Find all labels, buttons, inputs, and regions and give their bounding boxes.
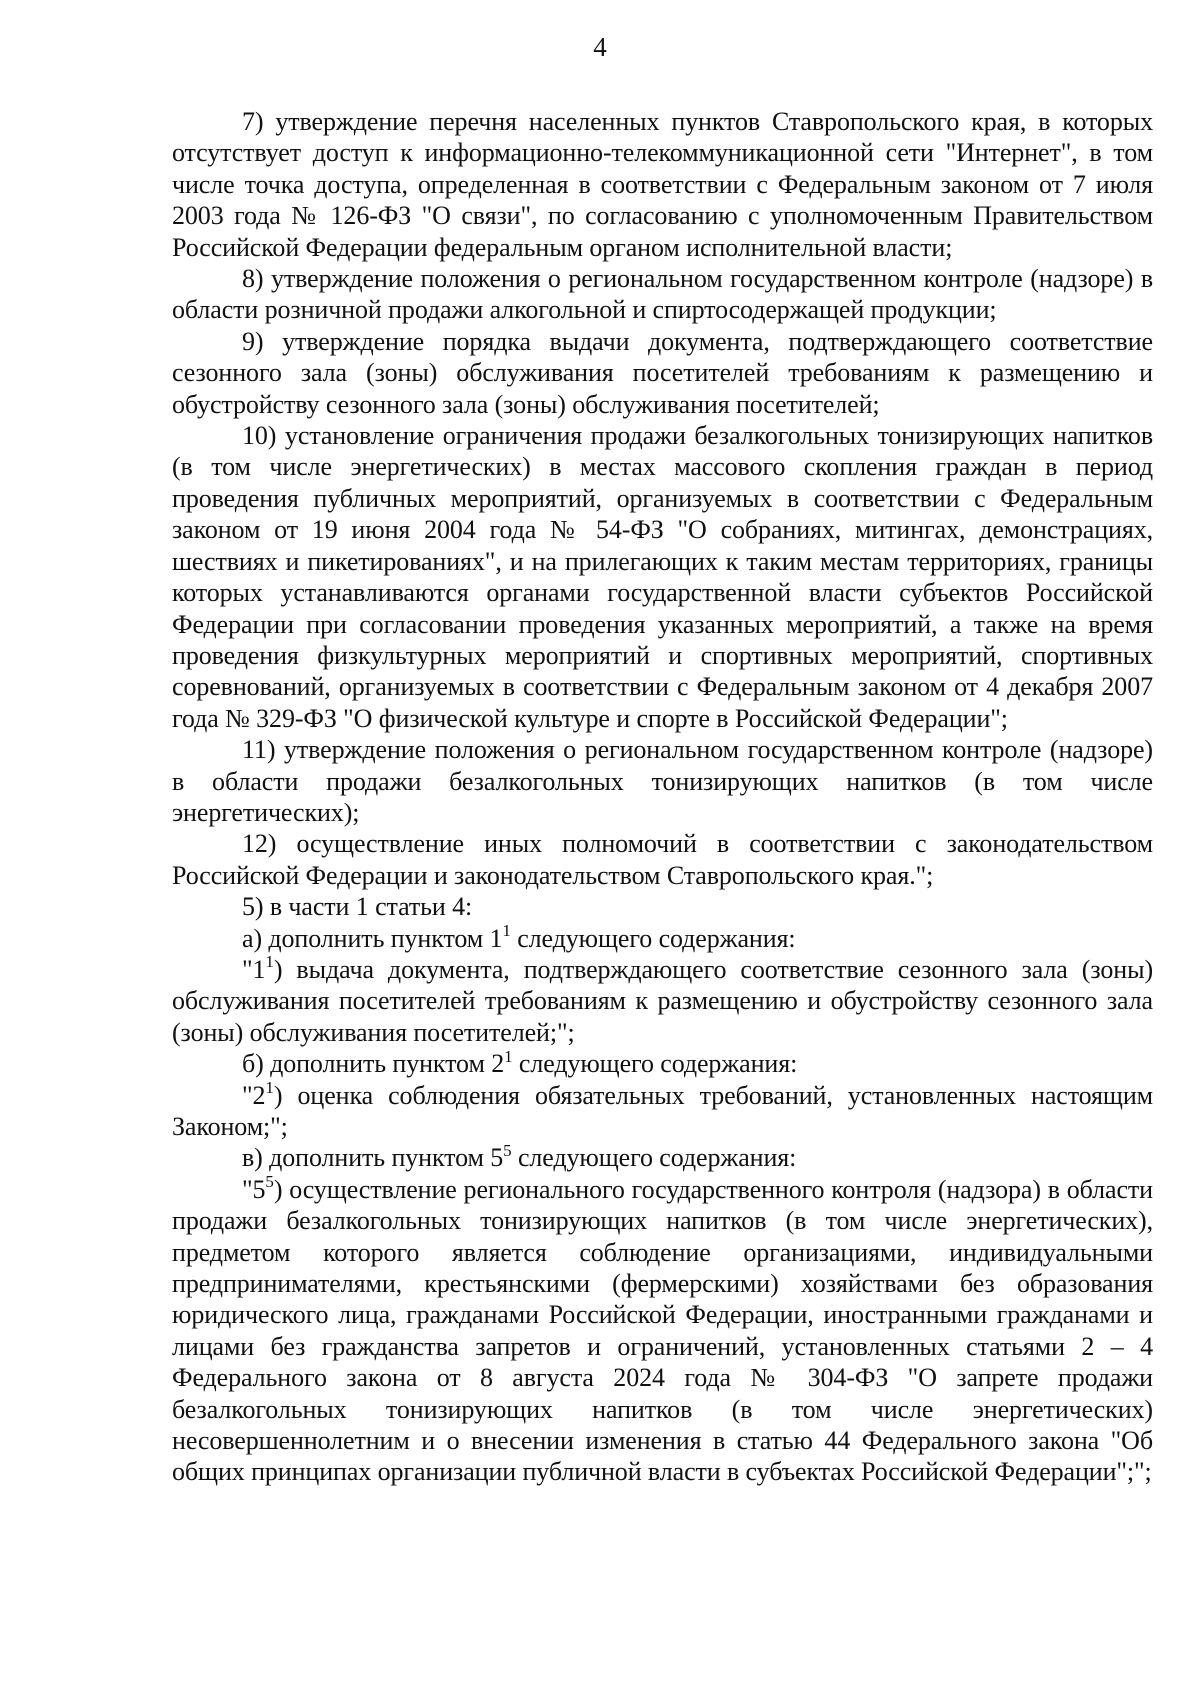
paragraph-text-pre: а) дополнить пунктом 1 <box>242 923 503 953</box>
paragraph-a <box>172 920 1153 954</box>
paragraph-v <box>172 1142 1153 1173</box>
paragraph-b <box>172 1048 1153 1079</box>
paragraph-text-post: следующего содержания: <box>510 923 796 953</box>
paragraph-10-ogranichenie <box>172 420 1153 734</box>
paragraph-text-pre: б) дополнить пунктом 2 <box>242 1049 505 1079</box>
document-body <box>172 106 1153 1488</box>
superscript: 1 <box>265 1077 274 1097</box>
paragraph-text: 5) в части 1 статьи 4: <box>242 892 473 922</box>
paragraph-text: 10) установление ограничения продажи безалкогольных тонизирующих напитков (в том числе энергетических) в местах массового скопления граждан в период проведения публичных мероприятий, организуемых в соответствии с Федеральным законом от 19 июня 2004 года № 54-ФЗ "О собраниях, митингах, демонстрациях, шествиях и пикетированиях", и на прилегающих к таким местам территориях, границы которых устанавливаются органами государственной власти субъектов Российской Федерации при согласовании проведения указанных мероприятий, а также на время проведения физкультурных мероприятий и спортивных мероприятий, спортивных соревнований, организуемых в соответствии с Федеральным законом от 4 декабря 2007 года № 329-ФЗ "О физической культуре и спорте в Российской Федерации"; <box>172 421 1153 733</box>
paragraph-text-post: ) осуществление регионального государственного контроля (надзора) в области продажи безалкогольных тонизирующих напитков (в том числе энергетических), предметом которого является соблюдение организациями, индивидуальными предпринимателями, крестьянскими (фермерскими) хозяйствами без образования юридического лица, гражданами Российской Федерации, иностранными гражданами и лицами без гражданства запретов и ограничений, установленных статьями 2 – 4 Федерального закона от 8 августа 2024 года № 304-ФЗ "О запрете продажи безалкогольных тонизирующих напитков (в том числе энергетических) несовершеннолетним и о внесении изменения в статью 44 Федерального закона "Об общих принципах организации публичной власти в субъектах Российской Федерации";"; <box>172 1174 1153 1487</box>
paragraph-text-post: ) выдача документа, подтверждающего соответствие сезонного зала (зоны) обслуживания посетителей требованиям к размещению и обустройству сезонного зала (зоны) обслуживания посетителей;"; <box>172 954 1153 1047</box>
paragraph-text-post: следующего содержания: <box>512 1049 798 1079</box>
paragraph-text: 9) утверждение порядка выдачи документа, подтверждающего соответствие сезонного зала (зоны) обслуживания посетителей требованиям к размещению и обустройству сезонного зала (зоны) обслуживания посетителей; <box>172 326 1153 419</box>
paragraph-11-kontrol <box>172 734 1153 828</box>
paragraph-text-pre: "5 <box>242 1174 266 1204</box>
superscript: 5 <box>503 1140 512 1160</box>
paragraph-1-1-text <box>172 954 1153 1048</box>
paragraph-text: 11) утверждение положения о региональном государственном контроле (надзоре) в области продажи безалкогольных тонизирующих напитков (в том числе энергетических); <box>172 735 1153 827</box>
paragraph-5-stat-4 <box>172 891 1153 922</box>
paragraph-2-1-text <box>172 1077 1153 1143</box>
superscript: 1 <box>265 952 274 972</box>
paragraph-7-perechen <box>172 106 1153 263</box>
paragraph-text-post: следующего содержания: <box>511 1143 797 1173</box>
paragraph-text: 12) осуществление иных полномочий в соответствии с законодательством Российской Федерации и законодательством Ставропольского края."; <box>172 829 1153 890</box>
superscript: 1 <box>502 920 511 940</box>
paragraph-12-inye-polnomochiya <box>172 828 1153 891</box>
superscript: 1 <box>504 1046 513 1066</box>
paragraph-8-alkogol <box>172 263 1153 326</box>
superscript: 5 <box>265 1172 274 1192</box>
paragraph-text: 7) утверждение перечня населенных пунктов Ставропольского края, в которых отсутствует доступ к информационно-телекоммуникационной сети "Интернет", в том числе точка доступа, определенная в соответствии с Федеральным законом от 7 июля 2003 года № 126-ФЗ "О связи", по согласованию с уполномоченным Правительством Российской Федерации федеральным органом исполнительной власти; <box>172 107 1153 262</box>
paragraph-text: 8) утверждение положения о региональном государственном контроле (надзоре) в области розничной продажи алкогольной и спиртосодержащей продукции; <box>172 264 1153 325</box>
paragraph-text-post: ) оценка соблюдения обязательных требований, установленных настоящим Законом;"; <box>172 1080 1153 1141</box>
paragraph-text-pre: "2 <box>242 1080 266 1110</box>
paragraph-5-5-text <box>172 1174 1153 1488</box>
paragraph-9-sezonnyi-zal <box>172 326 1153 420</box>
paragraph-text-pre: в) дополнить пунктом 5 <box>242 1143 504 1173</box>
paragraph-text-pre: "1 <box>242 954 266 984</box>
page-number: 4 <box>593 32 607 62</box>
